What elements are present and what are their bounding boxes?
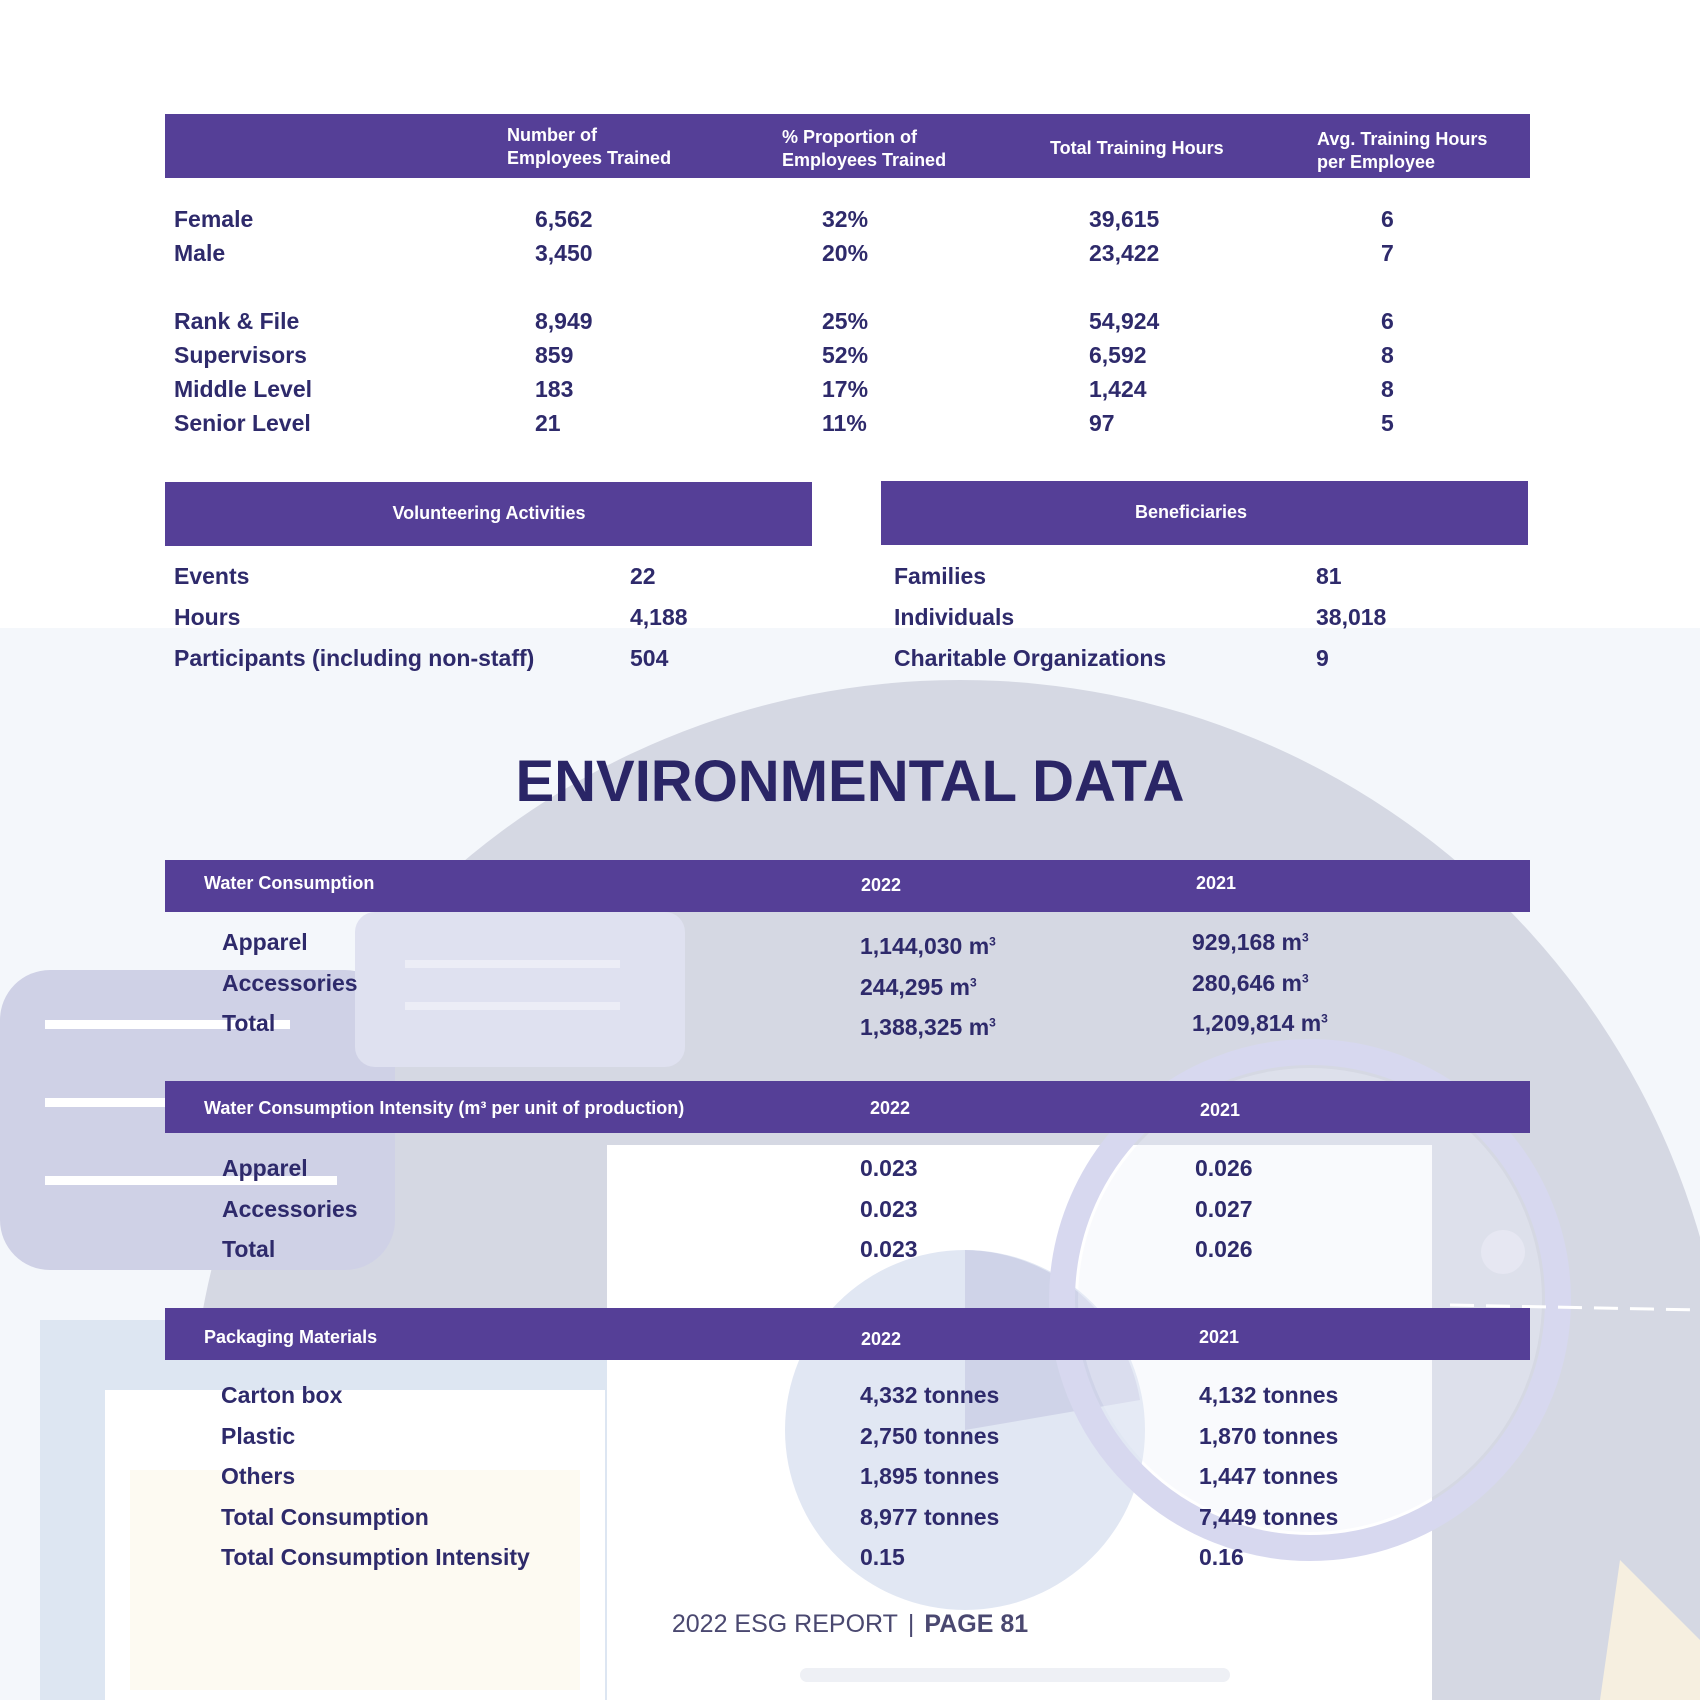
footer-separator: | [907,1610,915,1638]
packaging-row-label: Carton box [221,1382,343,1408]
training-row-label: Rank & File [174,308,300,334]
packaging-row-label: Total Consumption [221,1504,429,1530]
training-row-label: Female [174,206,254,232]
training-row-label: Middle Level [174,376,313,402]
training-row-avg: 6 [1381,308,1394,334]
water-row-2022: 1,388,325 $m^3$ [860,1014,996,1040]
water-row-label: Total [222,1010,276,1036]
training-row-pct: 20% [822,240,869,266]
water-row-label: Accessories [222,970,358,996]
volunteering-row-value: 22 [630,563,656,589]
packaging-row-2021: 4,132 tonnes [1199,1382,1339,1408]
training-row-label: Senior Level [174,410,311,436]
packaging-col-2021: 2021 [1199,1327,1240,1347]
intensity-col-2021: 2021 [1200,1100,1241,1120]
volunteering-header: Volunteering Activities [392,503,586,523]
intensity-col-2022: 2022 [870,1098,911,1118]
packaging-row-2022: 1,895 tonnes [860,1463,1000,1489]
intensity-row-2021: 0.026 [1195,1236,1253,1262]
volunteering-row-label: Participants (including non-staff) [174,645,535,671]
training-row-hours: 23,422 [1089,240,1160,266]
intensity-row-2022: 0.023 [860,1196,918,1222]
packaging-row-2021: 1,870 tonnes [1199,1423,1339,1449]
training-row-num: 183 [535,376,574,402]
beneficiaries-row-label: Families [894,563,987,589]
training-col-header-employees: Number of Employees Trained [507,125,672,168]
training-row-label: Supervisors [174,342,307,368]
training-row-hours: 54,924 [1089,308,1160,334]
training-col-header-proportion: % Proportion of Employees Trained [782,127,947,170]
water-row-2021: 280,646 $m^3$ [1192,970,1309,996]
packaging-row-label: Total Consumption Intensity [221,1544,530,1570]
packaging-header: Packaging Materials [204,1327,378,1347]
footer-report-title: 2022 ESG REPORT [671,1610,898,1638]
packaging-col-2022: 2022 [861,1329,902,1349]
page-footer [0,1610,1700,1639]
training-row-hours: 6,592 [1089,342,1147,368]
training-row-num: 8,949 [535,308,593,334]
intensity-row-2022: 0.023 [860,1236,918,1262]
training-row-hours: 97 [1089,410,1115,436]
training-row-avg: 5 [1381,410,1394,436]
training-row-num: 3,450 [535,240,593,266]
training-col-header-hours: Total Training Hours [1050,138,1224,158]
training-row-avg: 8 [1381,376,1394,402]
training-row-pct: 32% [822,206,869,232]
training-row-num: 21 [535,410,561,436]
training-row-num: 6,562 [535,206,593,232]
training-row-avg: 6 [1381,206,1394,232]
footer-page-number: PAGE 81 [924,1610,1029,1638]
water-header: Water Consumption [204,873,375,893]
intensity-row-2021: 0.027 [1195,1196,1253,1222]
water-row-2021: 1,209,814 $m^3$ [1192,1010,1328,1036]
water-row-label: Apparel [222,929,308,955]
intensity-row-2022: 0.023 [860,1155,918,1181]
water-col-2022: 2022 [861,875,902,895]
beneficiaries-row-value: 81 [1316,563,1342,589]
training-row-pct: 52% [822,342,869,368]
training-row-pct: 25% [822,308,869,334]
training-row-pct: 17% [822,376,869,402]
packaging-row-label: Plastic [221,1423,296,1449]
volunteering-row-value: 504 [630,645,669,671]
beneficiaries-row-label: Charitable Organizations [894,645,1167,671]
intensity-row-label: Apparel [222,1155,308,1181]
volunteering-row-value: 4,188 [630,604,688,630]
section-title: ENVIRONMENTAL DATA [515,749,1185,814]
volunteering-row-label: Hours [174,604,241,630]
packaging-row-2022: 0.15 [860,1544,905,1570]
packaging-row-2021: 7,449 tonnes [1199,1504,1339,1530]
water-row-2021: 929,168 $m^3$ [1192,929,1309,955]
volunteering-row-label: Events [174,563,250,589]
water-row-2022: 244,295 $m^3$ [860,974,977,1000]
training-row-avg: 8 [1381,342,1394,368]
beneficiaries-row-value: 9 [1316,645,1329,671]
intensity-row-label: Accessories [222,1196,358,1222]
packaging-row-label: Others [221,1463,296,1489]
beneficiaries-row-label: Individuals [894,604,1015,630]
packaging-row-2022: 2,750 tonnes [860,1423,1000,1449]
training-row-num: 859 [535,342,574,368]
training-row-avg: 7 [1381,240,1394,266]
packaging-row-2022: 8,977 tonnes [860,1504,1000,1530]
water-row-2022: 1,144,030 $m^3$ [860,933,996,959]
water-col-2021: 2021 [1196,873,1237,893]
intensity-header: Water Consumption Intensity (m³ per unit of production) [204,1098,685,1118]
packaging-row-2021: 0.16 [1199,1544,1244,1570]
beneficiaries-header: Beneficiaries [1134,502,1248,522]
beneficiaries-row-value: 38,018 [1316,604,1387,630]
training-row-pct: 11% [822,410,867,436]
training-row-hours: 39,615 [1089,206,1160,232]
intensity-row-2021: 0.026 [1195,1155,1253,1181]
packaging-row-2021: 1,447 tonnes [1199,1463,1339,1489]
training-col-header-avg: Avg. Training Hours per Employee [1317,129,1488,172]
training-row-hours: 1,424 [1089,376,1147,402]
training-row-label: Male [174,240,226,266]
packaging-row-2022: 4,332 tonnes [860,1382,1000,1408]
intensity-row-label: Total [222,1236,276,1262]
